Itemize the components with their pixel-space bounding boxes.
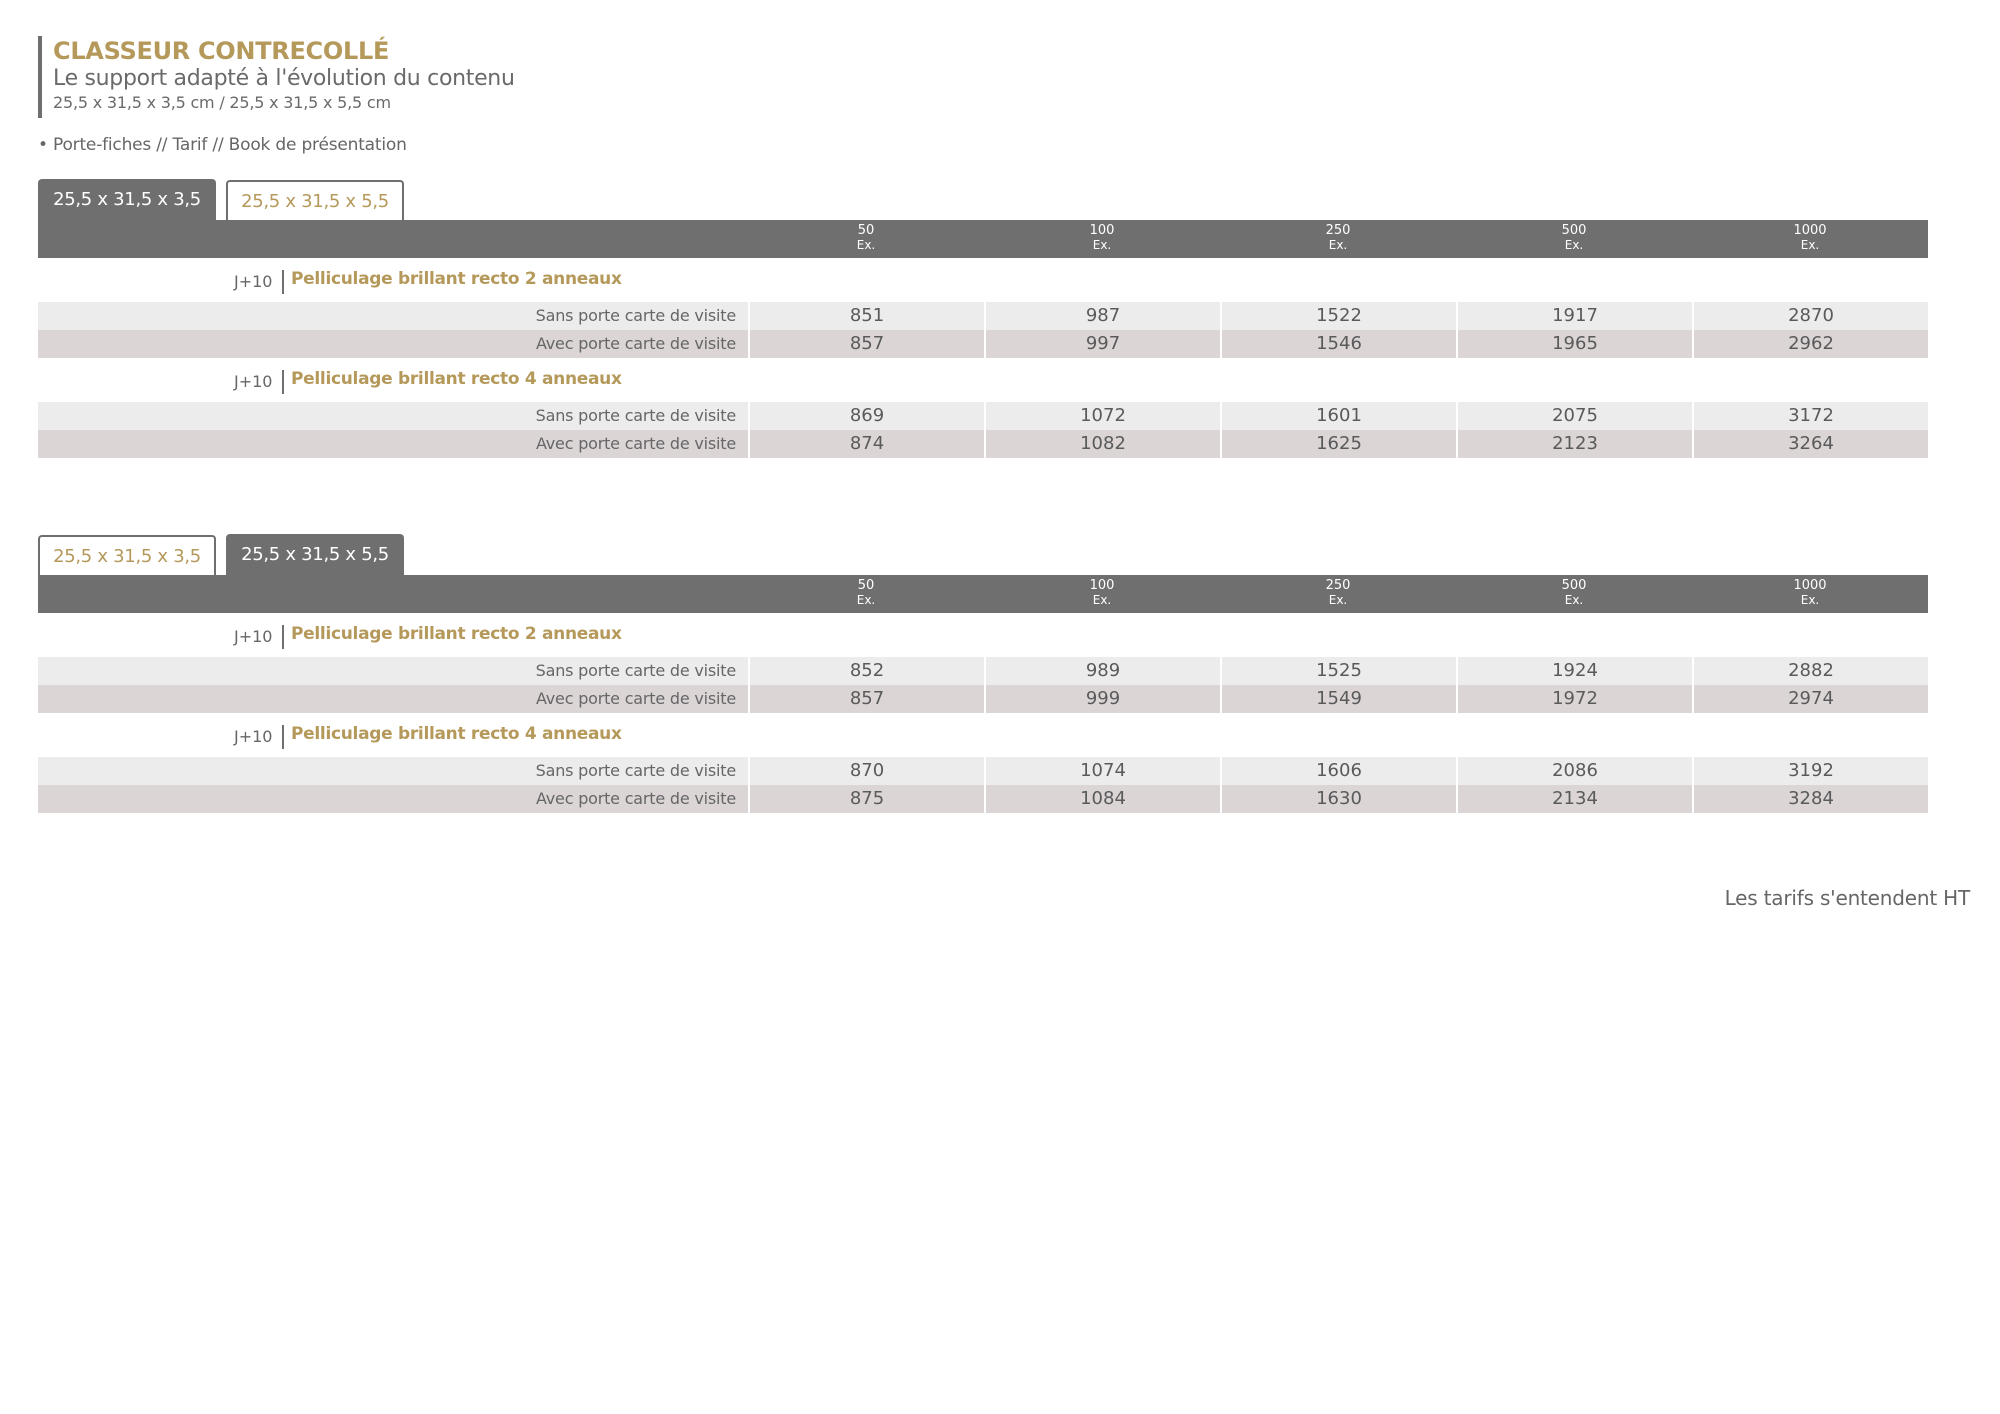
price-cell: 1924 [1456,657,1692,685]
qty-header-500: 500 Ex. [1561,578,1587,607]
tab-size-5-5[interactable]: 25,5 x 31,5 x 5,5 [226,180,404,220]
table-row [38,330,1928,358]
price-cell: 1084 [984,785,1220,813]
group-title [38,358,1928,402]
table-row [38,302,1928,330]
price-cell: 997 [984,330,1220,358]
group-name: Pelliculage brillant recto 2 anneaux [291,624,622,644]
row-label: Avec porte carte de visite [535,334,736,353]
price-cell: 3264 [1692,430,1928,458]
group-name: Pelliculage brillant recto 4 anneaux [291,369,622,389]
tab-size-5-5[interactable]: 25,5 x 31,5 x 5,5 [226,534,404,575]
qty-header-1000: 1000 Ex. [1793,223,1827,252]
qty-header-50: 50 Ex. [856,223,876,252]
qty-header-100: 100 Ex. [1089,578,1115,607]
price-cell: 1525 [1220,657,1456,685]
price-cell: 1082 [984,430,1220,458]
price-cell: 1625 [1220,430,1456,458]
price-cell: 987 [984,302,1220,330]
price-cell: 3284 [1692,785,1928,813]
group-title [38,258,1928,302]
qty-header-250: 250 Ex. [1325,223,1351,252]
feature-list: • Porte-fiches // Tarif // Book de présentation [38,135,407,155]
page-header [38,36,515,118]
price-cell: 2962 [1692,330,1928,358]
price-cell: 869 [748,402,984,430]
page-subtitle: Le support adapté à l'évolution du contenu [53,66,515,91]
price-cell: 2123 [1456,430,1692,458]
price-cell: 2882 [1692,657,1928,685]
price-cell: 870 [748,757,984,785]
price-cell: 1546 [1220,330,1456,358]
tax-footnote: Les tarifs s'entendent HT [1724,886,1970,910]
price-cell: 1549 [1220,685,1456,713]
size-tabs [38,534,1928,575]
price-table-section-1 [38,179,1928,458]
table-row [38,757,1928,785]
qty-header-1000: 1000 Ex. [1793,578,1827,607]
group-divider [282,270,284,294]
row-label: Sans porte carte de visite [535,761,736,780]
price-cell: 1601 [1220,402,1456,430]
row-label: Avec porte carte de visite [535,789,736,808]
price-table-section-2 [38,534,1928,813]
group-title [38,613,1928,657]
qty-header-50: 50 Ex. [856,578,876,607]
price-cell: 1630 [1220,785,1456,813]
group-name: Pelliculage brillant recto 2 anneaux [291,269,622,289]
quantity-header [38,220,1928,258]
price-cell: 2870 [1692,302,1928,330]
delay-label: J+10 [234,627,273,646]
price-cell: 875 [748,785,984,813]
tab-size-3-5[interactable]: 25,5 x 31,5 x 3,5 [38,535,216,575]
price-cell: 1965 [1456,330,1692,358]
price-cell: 874 [748,430,984,458]
table-row [38,402,1928,430]
table-row [38,685,1928,713]
price-cell: 999 [984,685,1220,713]
group-title [38,713,1928,757]
group-divider [282,725,284,749]
price-cell: 3172 [1692,402,1928,430]
row-label: Avec porte carte de visite [535,689,736,708]
tab-size-3-5[interactable]: 25,5 x 31,5 x 3,5 [38,179,216,220]
group-divider [282,370,284,394]
price-cell: 1917 [1456,302,1692,330]
row-label: Sans porte carte de visite [535,306,736,325]
price-cell: 852 [748,657,984,685]
quantity-header [38,575,1928,613]
price-cell: 857 [748,685,984,713]
table-row [38,430,1928,458]
qty-header-100: 100 Ex. [1089,223,1115,252]
price-cell: 1606 [1220,757,1456,785]
price-cell: 2075 [1456,402,1692,430]
table-row [38,657,1928,685]
price-cell: 3192 [1692,757,1928,785]
size-tabs [38,179,1928,220]
price-cell: 2086 [1456,757,1692,785]
row-label: Sans porte carte de visite [535,406,736,425]
qty-header-250: 250 Ex. [1325,578,1351,607]
row-label: Sans porte carte de visite [535,661,736,680]
price-cell: 2134 [1456,785,1692,813]
group-divider [282,625,284,649]
product-dimensions: 25,5 x 31,5 x 3,5 cm / 25,5 x 31,5 x 5,5 cm [53,93,391,112]
price-cell: 989 [984,657,1220,685]
price-cell: 851 [748,302,984,330]
price-cell: 1972 [1456,685,1692,713]
price-cell: 857 [748,330,984,358]
delay-label: J+10 [234,372,273,391]
delay-label: J+10 [234,272,273,291]
table-row [38,785,1928,813]
price-cell: 1522 [1220,302,1456,330]
page-title: CLASSEUR CONTRECOLLÉ [53,37,390,65]
qty-header-500: 500 Ex. [1561,223,1587,252]
delay-label: J+10 [234,727,273,746]
row-label: Avec porte carte de visite [535,434,736,453]
price-cell: 2974 [1692,685,1928,713]
price-cell: 1072 [984,402,1220,430]
price-cell: 1074 [984,757,1220,785]
group-name: Pelliculage brillant recto 4 anneaux [291,724,622,744]
